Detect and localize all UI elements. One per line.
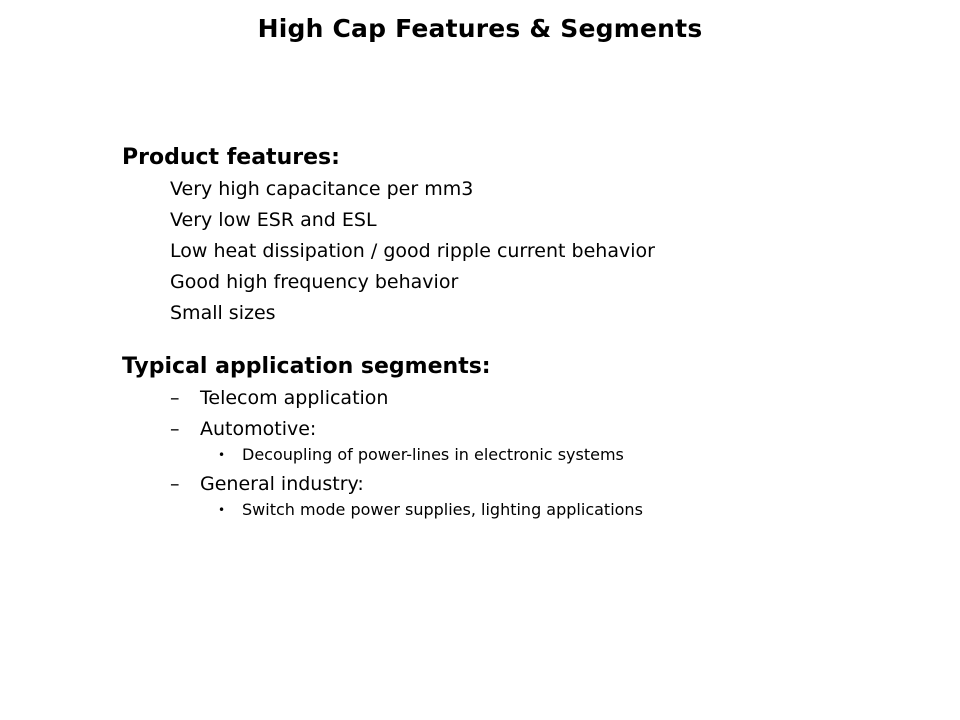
dash-marker: – [170, 387, 180, 409]
sub-item-text: Switch mode power supplies, lighting applications [242, 500, 643, 519]
segment-item-general-industry [170, 469, 902, 522]
dash-marker: – [170, 473, 180, 495]
segment-sub-list [170, 443, 902, 467]
product-features-heading: Product features: [122, 145, 340, 170]
dash-marker: – [170, 418, 180, 440]
segment-label: Telecom application [200, 387, 389, 409]
sub-item [218, 443, 902, 467]
feature-item: Low heat dissipation / good ripple current behavior [170, 240, 655, 262]
slide-title: High Cap Features & Segments [257, 14, 703, 43]
segment-sub-list [170, 498, 902, 522]
product-features-list [122, 174, 902, 329]
feature-item: Very low ESR and ESL [170, 209, 377, 231]
slide-content [122, 142, 902, 524]
sub-item [218, 498, 902, 522]
feature-item: Small sizes [170, 302, 276, 324]
application-segments-list [122, 383, 902, 522]
feature-item: Very high capacitance per mm3 [170, 178, 474, 200]
feature-item: Good high frequency behavior [170, 271, 459, 293]
segment-label: Automotive: [200, 418, 317, 440]
sub-item-text: Decoupling of power-lines in electronic systems [242, 445, 624, 464]
bullet-marker: • [218, 448, 226, 462]
bullet-marker: • [218, 503, 226, 517]
segment-item-automotive [170, 414, 902, 467]
application-segments-heading: Typical application segments: [122, 354, 491, 379]
segment-label: General industry: [200, 473, 364, 495]
segment-item-telecom [170, 383, 902, 414]
